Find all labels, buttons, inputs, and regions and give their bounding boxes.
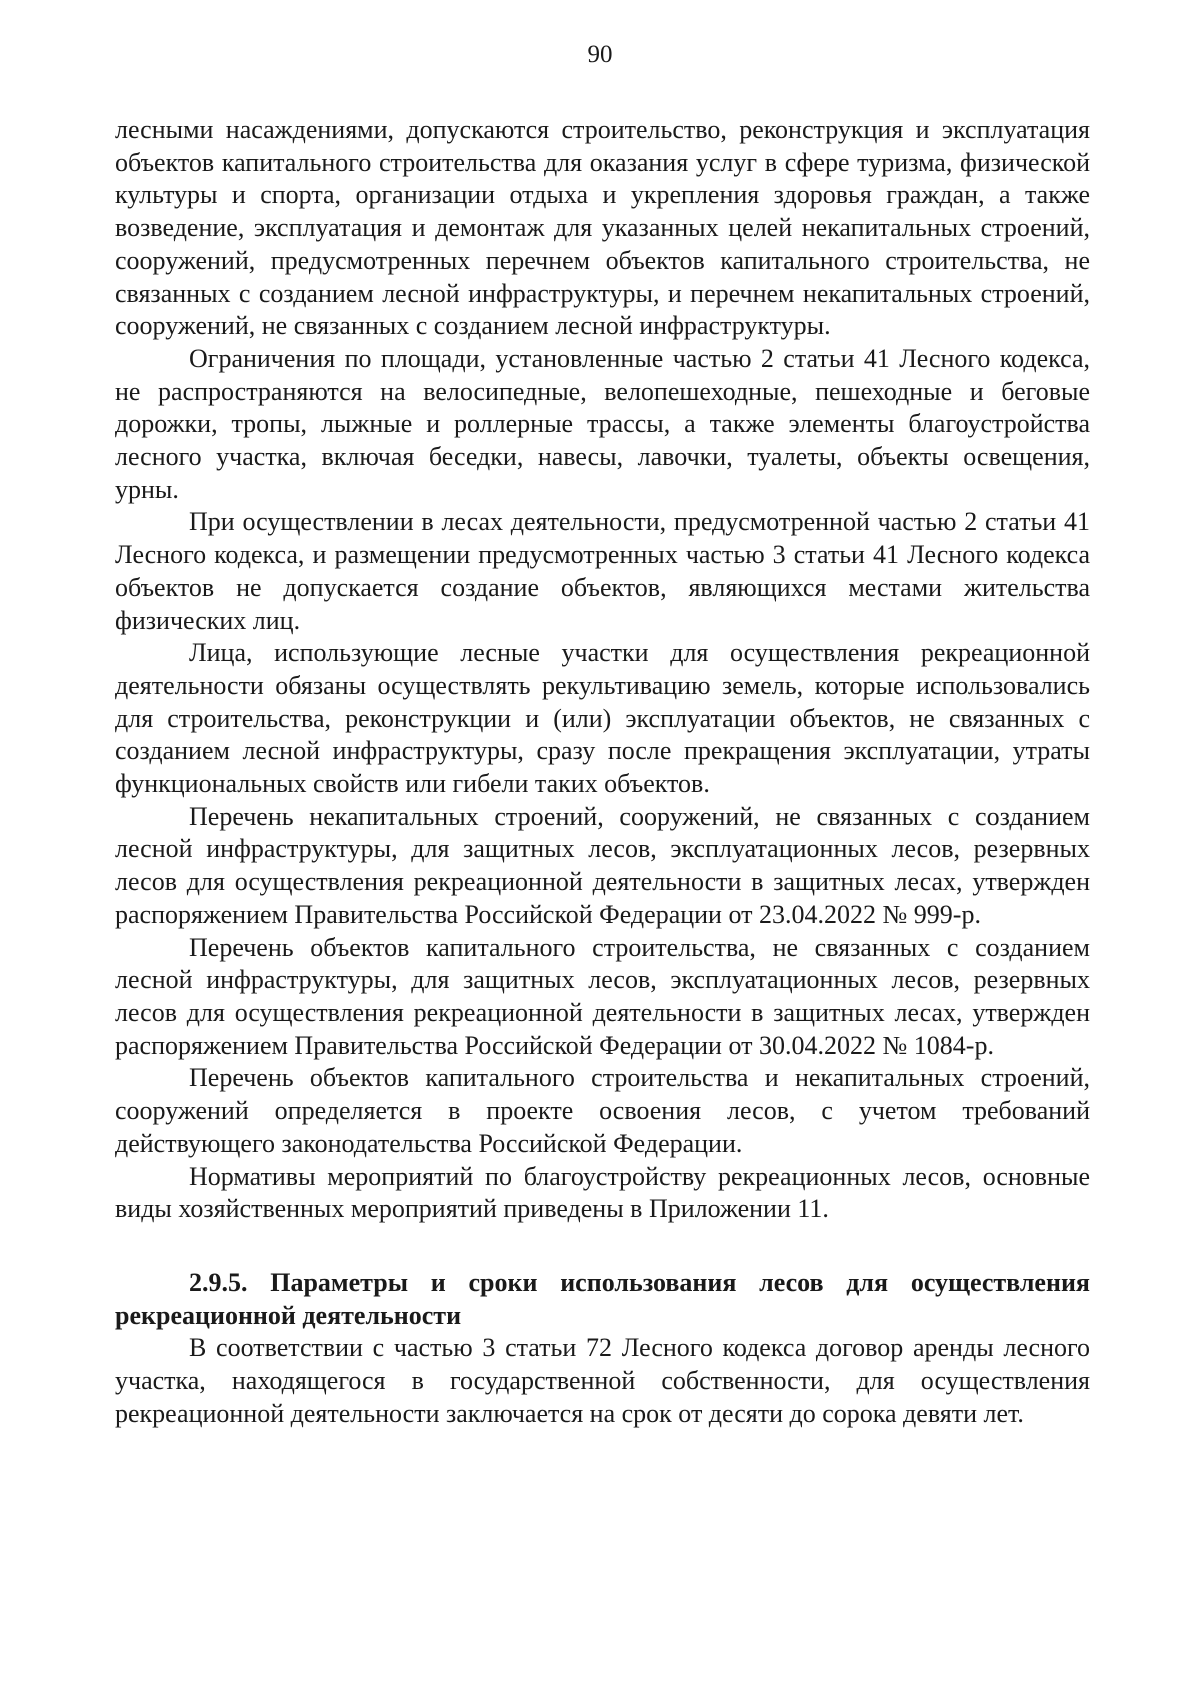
paragraph-noncapital-list: Перечень некапитальных строений, сооружений, не связанных с созданием лесной инфраструктуры, для защитных лесов, эксплуатационных лесов, резервных лесов для осуществления рекреационной деятельности в защитных лесах, утвержден распоряжением Правительства Российской Федерации от 23.04.2022 № 999-р. xyxy=(115,801,1090,929)
section-heading: 2.9.5. Параметры и сроки использования лесов для осуществления рекреационной деятельности xyxy=(115,1267,1090,1330)
paragraph-land-reclamation: Лица, использующие лесные участки для осуществления рекреационной деятельности обязаны осуществлять рекультивацию земель, которые использовались для строительства, реконструкции и (или) эксплуатации объектов, не связанных с созданием лесной инфраструктуры, сразу после прекращения эксплуатации, утраты функциональных свойств или гибели таких объектов. xyxy=(115,638,1090,799)
paragraph-landscaping-norms: Нормативы мероприятий по благоустройству рекреационных лесов, основные виды хозяйственных мероприятий приведены в Приложении 11. xyxy=(115,1161,1090,1224)
paragraph-residence-prohibition: При осуществлении в лесах деятельности, предусмотренной частью 2 статьи 41 Лесного кодекса, и размещении предусмотренных частью 3 статьи 41 Лесного кодекса объектов не допускается создание объектов, являющихся местами жительства физических лиц. xyxy=(115,507,1090,635)
paragraph-list-in-project: Перечень объектов капитального строительства и некапитальных строений, сооружений определяется в проекте освоения лесов, с учетом требований действующего законодательства Российской Федерации. xyxy=(115,1063,1090,1158)
document-body xyxy=(115,114,1090,1430)
paragraph-capital-list: Перечень объектов капитального строительства, не связанных с созданием лесной инфраструктуры, для защитных лесов, эксплуатационных лесов, резервных лесов для осуществления рекреационной деятельности в защитных лесах, утвержден распоряжением Правительства Российской Федерации от 30.04.2022 № 1084-р. xyxy=(115,932,1090,1060)
paragraph-continuation: лесными насаждениями, допускаются строительство, реконструкция и эксплуатация объектов капитального строительства для оказания услуг в сфере туризма, физической культуры и спорта, организации отдыха и укрепления здоровья граждан, а также возведение, эксплуатация и демонтаж для указанных целей некапитальных строений, сооружений, предусмотренных перечнем объектов капитального строительства, не связанных с созданием лесной инфраструктуры, и перечнем некапитальных строений, сооружений, не связанных с созданием лесной инфраструктуры. xyxy=(115,115,1090,341)
page-number: 90 xyxy=(587,41,613,68)
paragraph-lease-term: В соответствии с частью 3 статьи 72 Лесного кодекса договор аренды лесного участка, находящегося в государственной собственности, для осуществления рекреационной деятельности заключается на срок от десяти до сорока девяти лет. xyxy=(115,1333,1090,1428)
paragraph-area-restrictions: Ограничения по площади, установленные частью 2 статьи 41 Лесного кодекса, не распространяются на велосипедные, велопешеходные, пешеходные и беговые дорожки, тропы, лыжные и роллерные трассы, а также элементы благоустройства лесного участка, включая беседки, навесы, лавочки, туалеты, объекты освещения, урны. xyxy=(115,343,1090,504)
